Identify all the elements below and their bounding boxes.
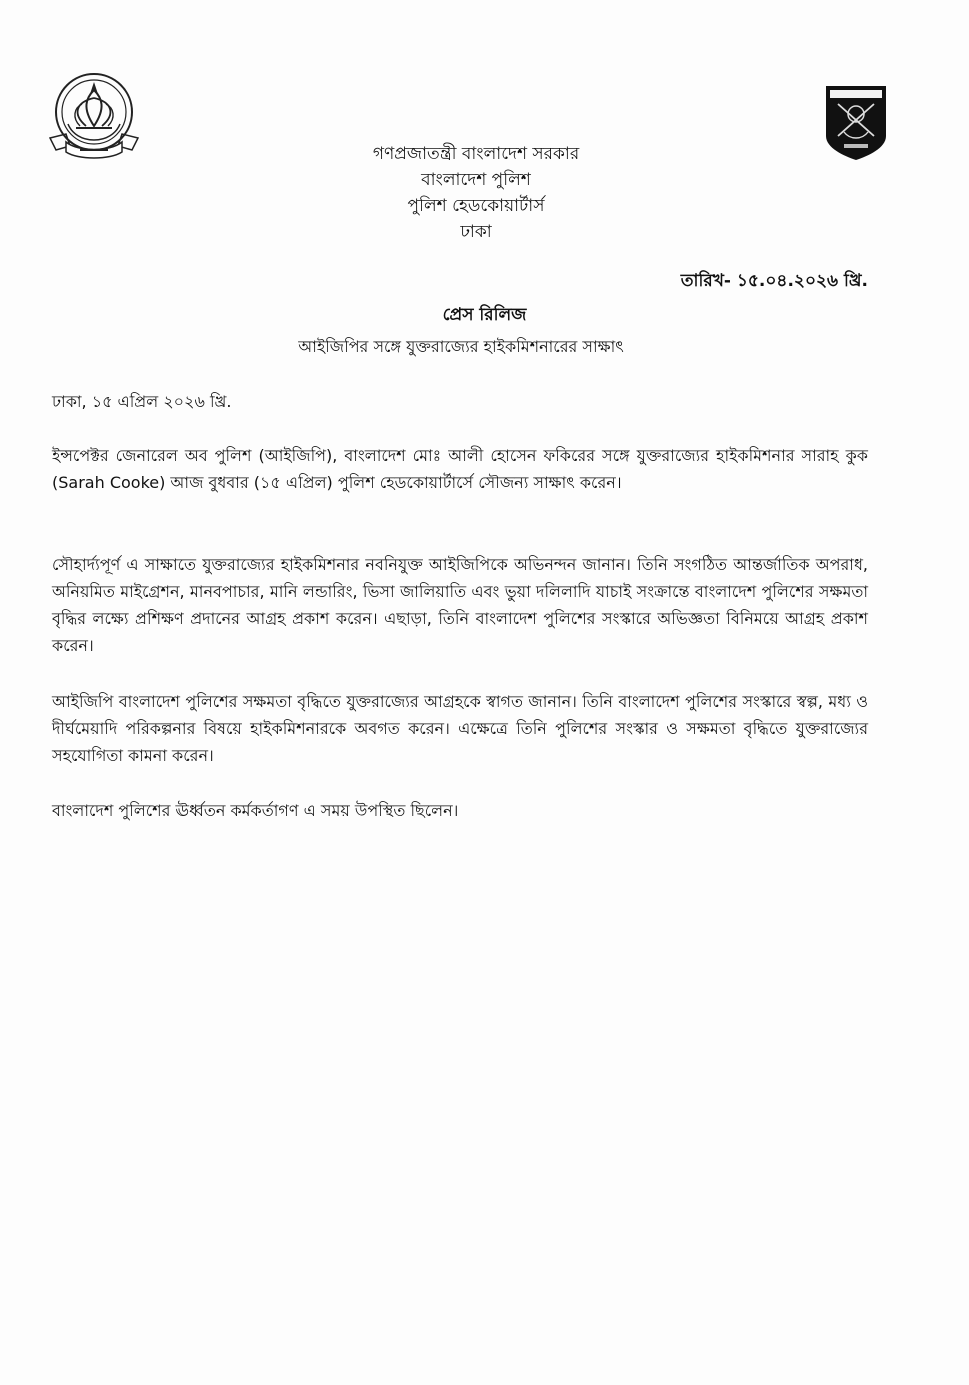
document-subtitle: আইজিপির সঙ্গে যুক্তরাজ্যের হাইকমিশনারের সাক্ষাৎ — [298, 337, 624, 356]
body-paragraph-1: ইন্সপেক্টর জেনারেল অব পুলিশ (আইজিপি), বাংলাদেশ মোঃ আলী হোসেন ফকিরের সঙ্গে যুক্তরাজ্যের হাইকমিশনার সারাহ কুক (Sarah Cooke) আজ বুধবার (১৫ এপ্রিল) পুলিশ হেডকোয়ার্টার্সে সৌজন্য সাক্ষাৎ করেন। — [52, 446, 868, 492]
dateline: ঢাকা, ১৫ এপ্রিল ২০২৬ খ্রি. — [52, 392, 232, 411]
body-paragraph-4: বাংলাদেশ পুলিশের ঊর্ধ্বতন কর্মকর্তাগণ এ সময় উপস্থিত ছিলেন। — [52, 801, 459, 820]
document-title: প্রেস রিলিজ — [442, 305, 527, 325]
body-paragraph-3: আইজিপি বাংলাদেশ পুলিশের সক্ষমতা বৃদ্ধিতে যুক্তরাজ্যের আগ্রহকে স্বাগত জানান। তিনি বাংলাদেশ পুলিশের সংস্কারে স্বল্প, মধ্য ও দীর্ঘমেয়াদি পরিকল্পনার বিষয়ে হাইকমিশনারকে অবগত করেন। এক্ষেত্রে তিনি পুলিশের সংস্কার ও সক্ষমতা বৃদ্ধিতে যুক্তরাজ্যের সহযোগিতা কামনা করেন। — [52, 692, 868, 765]
issue-date: তারিখ- ১৫.০৪.২০২৬ খ্রি. — [680, 271, 868, 291]
government-name: গণপ্রজাতন্ত্রী বাংলাদেশ সরকার — [372, 144, 580, 164]
letterhead — [300, 141, 652, 245]
office-name: পুলিশ হেডকোয়ার্টার্স — [407, 196, 545, 216]
bangladesh-police-emblem-icon — [46, 68, 142, 164]
office-location: ঢাকা — [460, 222, 492, 242]
department-name: বাংলাদেশ পুলিশ — [421, 170, 531, 190]
body-paragraph-2: সৌহার্দ্যপূর্ণ এ সাক্ষাতে যুক্তরাজ্যের হাইকমিশনার নবনিযুক্ত আইজিপিকে অভিনন্দন জানান। তিনি সংগঠিত আন্তর্জাতিক অপরাধ, অনিয়মিত মাইগ্রেশন, মানবপাচার, মানি লন্ডারিং, ভিসা জালিয়াতি এবং ভুয়া দলিলাদি যাচাই সংক্রান্তে বাংলাদেশ পুলিশের সক্ষমতা বৃদ্ধির লক্ষ্যে প্রশিক্ষণ প্রদানের আগ্রহ প্রকাশ করেন। এছাড়া, তিনি বাংলাদেশ পুলিশের সংস্কারে অভিজ্ঞতা বিনিময়ে আগ্রহ প্রকাশ করেন। — [52, 555, 868, 655]
police-shield-crest-icon — [824, 84, 888, 162]
